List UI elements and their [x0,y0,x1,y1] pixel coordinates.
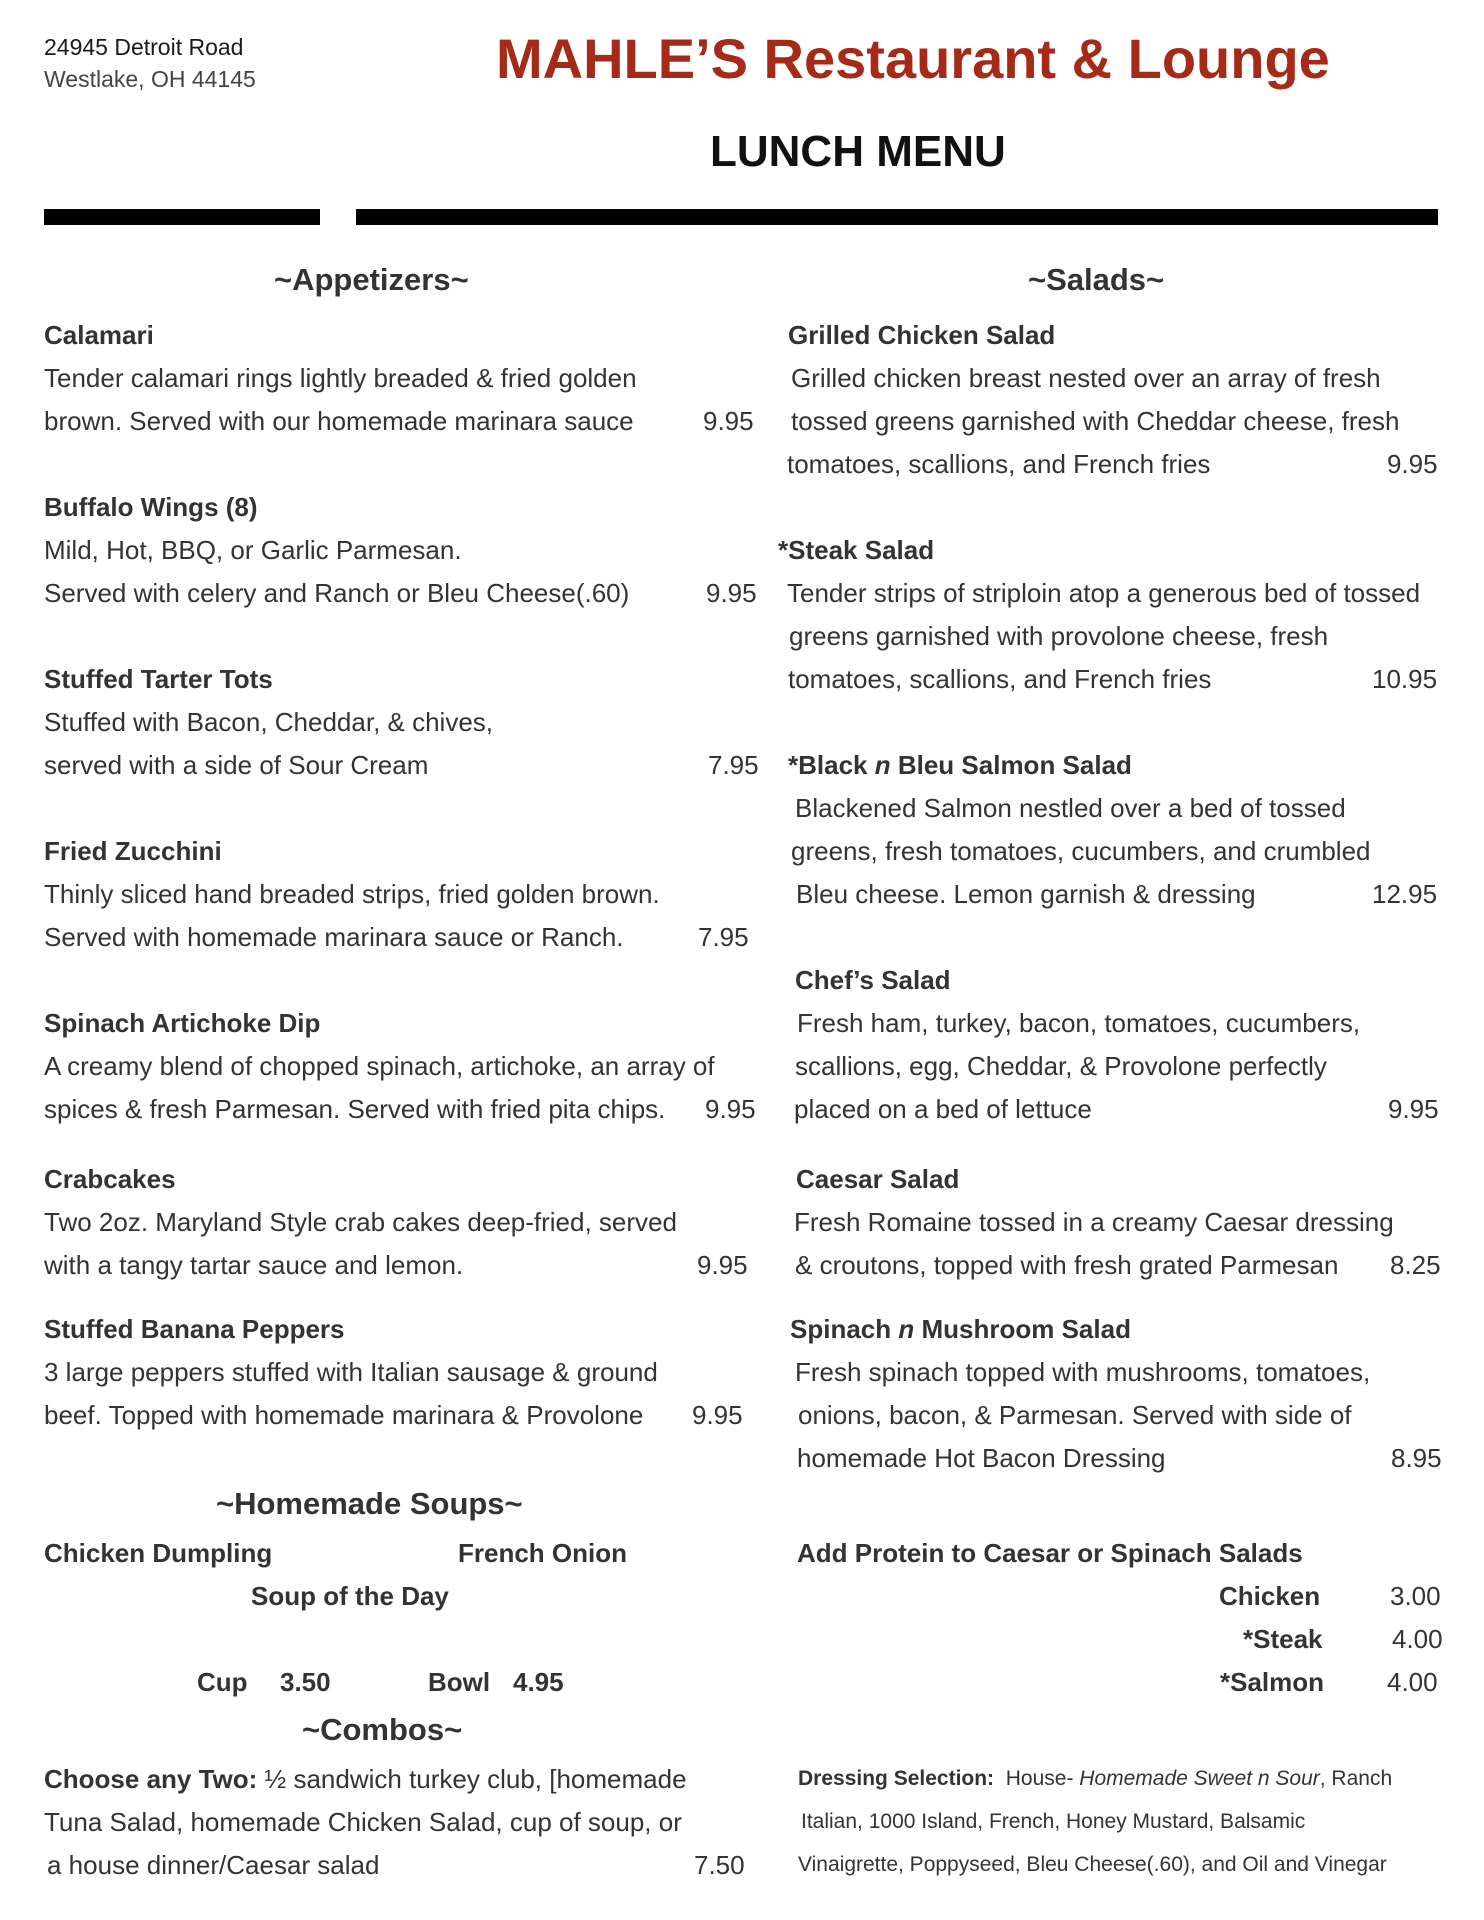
item-price: 7.95 [708,750,759,780]
item-description: Blackened Salmon nestled over a bed of tossed [795,793,1346,823]
item-name: Spinach Artichoke Dip [44,1008,321,1038]
salads-heading: ~Salads~ [1028,262,1165,297]
item-name: Grilled Chicken Salad [788,320,1056,350]
item-name-part: n [874,750,891,780]
item-price: 9.95 [1388,1094,1439,1124]
menu-title: LUNCH MENU [710,127,1006,176]
dressing-line-1 [798,1767,1392,1791]
item-description: Tender calamari rings lightly breaded & fried golden [44,363,637,393]
item-description: Tender strips of striploin atop a generous bed of tossed [787,578,1421,608]
item-description: Bleu cheese. Lemon garnish & dressing [796,879,1256,909]
item-price: 9.95 [697,1250,748,1280]
dressing-house-name: Homemade Sweet n Sour [1079,1767,1320,1790]
soup-item: Soup of the Day [251,1581,449,1611]
bowl-label: Bowl [428,1667,491,1697]
item-description: greens, fresh tomatoes, cucumbers, and crumbled [791,836,1371,866]
protein-name: *Steak [1243,1624,1323,1654]
item-description: placed on a bed of lettuce [794,1094,1092,1124]
divider-left [44,209,320,225]
item-description: Mild, Hot, BBQ, or Garlic Parmesan. [44,535,462,565]
item-name: Buffalo Wings (8) [44,492,258,522]
address-line-1: 24945 Detroit Road [44,34,244,60]
item-name [788,750,1132,781]
item-description: 3 large peppers stuffed with Italian sausage & ground [44,1357,658,1387]
item-price: 8.25 [1390,1250,1441,1280]
cup-label: Cup [197,1667,248,1697]
item-name-part: n [898,1314,915,1344]
item-description: brown. Served with our homemade marinara sauce [44,406,634,436]
dressing-house: House- [1005,1767,1074,1790]
item-name [790,1314,1131,1345]
item-price: 10.95 [1372,664,1438,694]
item-description: tomatoes, scallions, and French fries [788,664,1212,694]
item-price: 9.95 [1387,449,1438,479]
combos-line-2: Tuna Salad, homemade Chicken Salad, cup of soup, or [44,1807,682,1837]
item-description: Served with homemade marinara sauce or Ranch. [44,922,624,952]
dressing-line-3: Vinaigrette, Poppyseed, Bleu Cheese(.60), and Oil and Vinegar [798,1853,1387,1876]
protein-name: Chicken [1219,1581,1321,1611]
protein-price: 3.00 [1390,1581,1441,1611]
dressing-line-2: Italian, 1000 Island, French, Honey Mustard, Balsamic [801,1810,1306,1833]
item-description: with a tangy tartar sauce and lemon. [44,1250,464,1280]
item-name: *Steak Salad [778,535,935,565]
item-description: Thinly sliced hand breaded strips, fried golden brown. [44,879,660,909]
item-description: spices & fresh Parmesan. Served with fried pita chips. [44,1094,666,1124]
combos-line-3: a house dinner/Caesar salad [47,1850,380,1880]
item-description: Stuffed with Bacon, Cheddar, & chives, [44,707,494,737]
item-name-part: Mushroom Salad [914,1314,1131,1344]
item-name: Stuffed Banana Peppers [44,1314,345,1344]
item-name: Calamari [44,320,154,350]
item-description: & croutons, topped with fresh grated Parmesan [795,1250,1339,1280]
address-line-2: Westlake, OH 44145 [44,66,256,92]
item-description: homemade Hot Bacon Dressing [797,1443,1166,1473]
item-description: Served with celery and Ranch or Bleu Cheese(.60) [44,578,630,608]
item-description: beef. Topped with homemade marinara & Provolone [44,1400,644,1430]
item-name: Stuffed Tarter Tots [44,664,273,694]
item-description: Fresh Romaine tossed in a creamy Caesar dressing [794,1207,1394,1237]
combos-price: 7.50 [694,1850,745,1880]
item-description: onions, bacon, & Parmesan. Served with side of [798,1400,1352,1430]
combos-heading: ~Combos~ [302,1712,463,1747]
protein-name: *Salmon [1220,1667,1325,1697]
soup-item: Chicken Dumpling [44,1538,273,1568]
item-description: tomatoes, scallions, and French fries [787,449,1211,479]
item-description: greens garnished with provolone cheese, fresh [789,621,1329,651]
restaurant-name: MAHLE’S Restaurant & Lounge [496,27,1330,90]
combos-line-1-text: ½ sandwich turkey club, [homemade [264,1764,687,1794]
bowl-price: 4.95 [513,1667,564,1697]
item-price: 9.95 [705,1094,756,1124]
divider-right [356,209,1438,225]
dressing-line-1-rest: , Ranch [1319,1767,1393,1790]
item-name: Chef’s Salad [795,965,951,995]
item-description: Fresh spinach topped with mushrooms, tomatoes, [795,1357,1371,1387]
item-name-part: Bleu Salmon Salad [890,750,1132,780]
combos-lead: Choose any Two: [44,1764,258,1794]
item-name-part: *Black [788,750,875,780]
item-name: Caesar Salad [796,1164,960,1194]
item-price: 7.95 [698,922,749,952]
item-price: 12.95 [1372,879,1438,909]
item-description: tossed greens garnished with Cheddar cheese, fresh [791,406,1400,436]
protein-price: 4.00 [1387,1667,1438,1697]
appetizers-heading: ~Appetizers~ [274,262,469,297]
add-protein-heading: Add Protein to Caesar or Spinach Salads [797,1538,1303,1568]
item-description: Grilled chicken breast nested over an array of fresh [791,363,1381,393]
soups-heading: ~Homemade Soups~ [216,1486,523,1521]
dressing-label: Dressing Selection: [798,1767,995,1790]
item-description: scallions, egg, Cheddar, & Provolone perfectly [795,1051,1327,1081]
item-name: Crabcakes [44,1164,176,1194]
item-price: 9.95 [703,406,754,436]
item-description: A creamy blend of chopped spinach, artichoke, an array of [44,1051,715,1081]
item-price: 9.95 [692,1400,743,1430]
item-description: Two 2oz. Maryland Style crab cakes deep-fried, served [44,1207,677,1237]
item-name: Fried Zucchini [44,836,222,866]
item-description: served with a side of Sour Cream [44,750,429,780]
item-description: Fresh ham, turkey, bacon, tomatoes, cucumbers, [797,1008,1361,1038]
soup-item: French Onion [458,1538,627,1568]
item-name-part: Spinach [790,1314,899,1344]
cup-price: 3.50 [280,1667,331,1697]
protein-price: 4.00 [1392,1624,1443,1654]
item-price: 8.95 [1391,1443,1442,1473]
combos-line-1 [44,1764,687,1795]
item-price: 9.95 [706,578,757,608]
